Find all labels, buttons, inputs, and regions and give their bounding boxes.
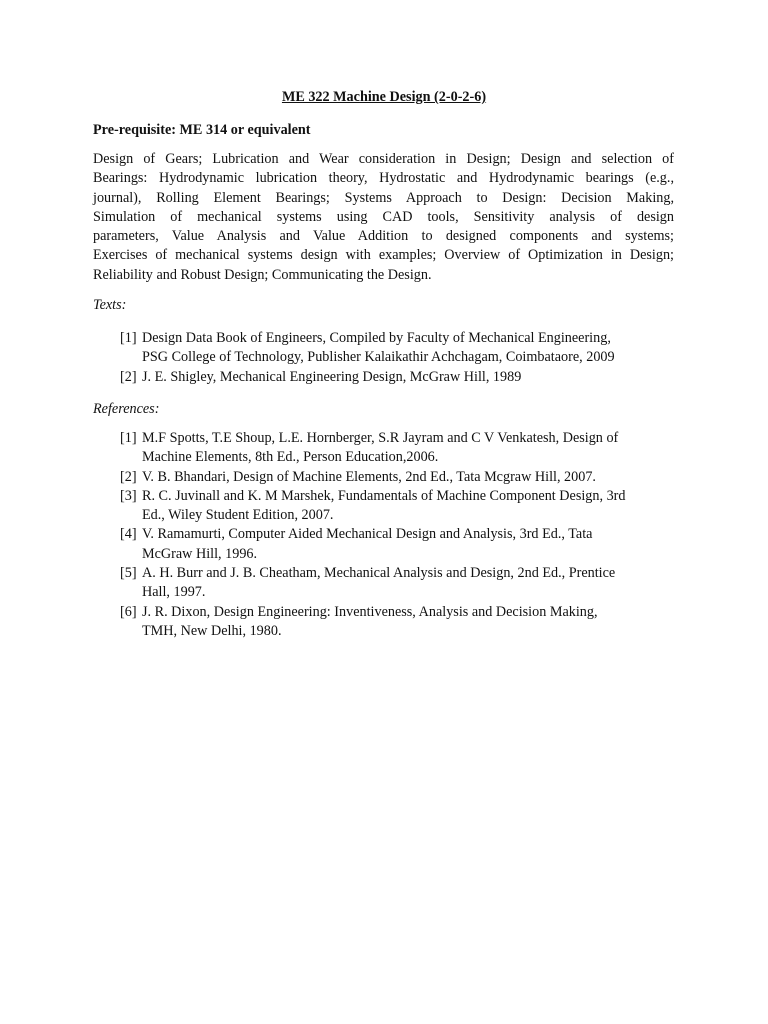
item-line: McGraw Hill, 1996. <box>142 545 258 562</box>
description-line: Bearings: Hydrodynamic lubrication theory, Hydrostatic and Hydrodynamic bearings (e.g., <box>93 170 674 187</box>
item-line: J. R. Dixon, Design Engineering: Inventiveness, Analysis and Decision Making, <box>142 603 598 620</box>
course-title: ME 322 Machine Design (2-0-2-6) <box>281 89 487 105</box>
references-list <box>120 429 680 641</box>
item-line: M.F Spotts, T.E Shoup, L.E. Hornberger, S.R Jayram and C V Venkatesh, Design of <box>142 430 619 446</box>
item-line: R. C. Juvinall and K. M Marshek, Fundamentals of Machine Component Design, 3rd <box>142 487 626 504</box>
description-line: Design of Gears; Lubrication and Wear consideration in Design; Design and selection of <box>93 151 674 167</box>
reference-item <box>120 487 680 526</box>
texts-list <box>120 329 680 387</box>
text-item <box>120 329 680 368</box>
item-line: V. B. Bhandari, Design of Machine Elements, 2nd Ed., Tata Mcgraw Hill, 2007. <box>142 468 596 485</box>
course-description <box>93 150 674 285</box>
item-line: V. Ramamurti, Computer Aided Mechanical Design and Analysis, 3rd Ed., Tata <box>142 526 593 543</box>
item-line: J. E. Shigley, Mechanical Engineering Design, McGraw Hill, 1989 <box>142 368 522 385</box>
description-line: Simulation of mechanical systems using CAD tools, Sensitivity analysis of design <box>93 208 674 225</box>
item-number: [5] <box>120 565 137 582</box>
reference-item <box>120 468 680 487</box>
item-line: A. H. Burr and J. B. Cheatham, Mechanical Analysis and Design, 2nd Ed., Prentice <box>142 565 616 582</box>
description-line: parameters, Value Analysis and Value Addition to designed components and systems; <box>93 228 674 245</box>
reference-item <box>120 603 680 642</box>
reference-item <box>120 564 680 603</box>
item-number: [1] <box>120 430 137 446</box>
item-number: [2] <box>120 368 137 385</box>
item-line: Machine Elements, 8th Ed., Person Education,2006. <box>142 449 439 466</box>
item-number: [1] <box>120 330 137 346</box>
references-heading: References: <box>93 401 160 417</box>
item-line: Design Data Book of Engineers, Compiled by Faculty of Mechanical Engineering, <box>142 330 611 346</box>
description-line: Exercises of mechanical systems design with examples; Overview of Optimization in Design; <box>93 247 674 264</box>
item-number: [3] <box>120 487 137 504</box>
text-item <box>120 368 680 387</box>
item-number: [6] <box>120 603 137 620</box>
item-line: TMH, New Delhi, 1980. <box>142 622 282 639</box>
prerequisite: Pre-requisite: ME 314 or equivalent <box>93 122 311 138</box>
texts-heading: Texts: <box>93 297 127 313</box>
item-number: [4] <box>120 526 137 543</box>
description-line: Reliability and Robust Design; Communicating the Design. <box>93 266 432 283</box>
item-number: [2] <box>120 468 137 485</box>
reference-item <box>120 429 680 468</box>
item-line: Hall, 1997. <box>142 584 206 601</box>
reference-item <box>120 525 680 564</box>
item-line: PSG College of Technology, Publisher Kalaikathir Achchagam, Coimbataore, 2009 <box>142 349 615 366</box>
item-line: Ed., Wiley Student Edition, 2007. <box>142 507 334 524</box>
description-line: journal), Rolling Element Bearings; Systems Approach to Design: Decision Making, <box>93 189 674 206</box>
